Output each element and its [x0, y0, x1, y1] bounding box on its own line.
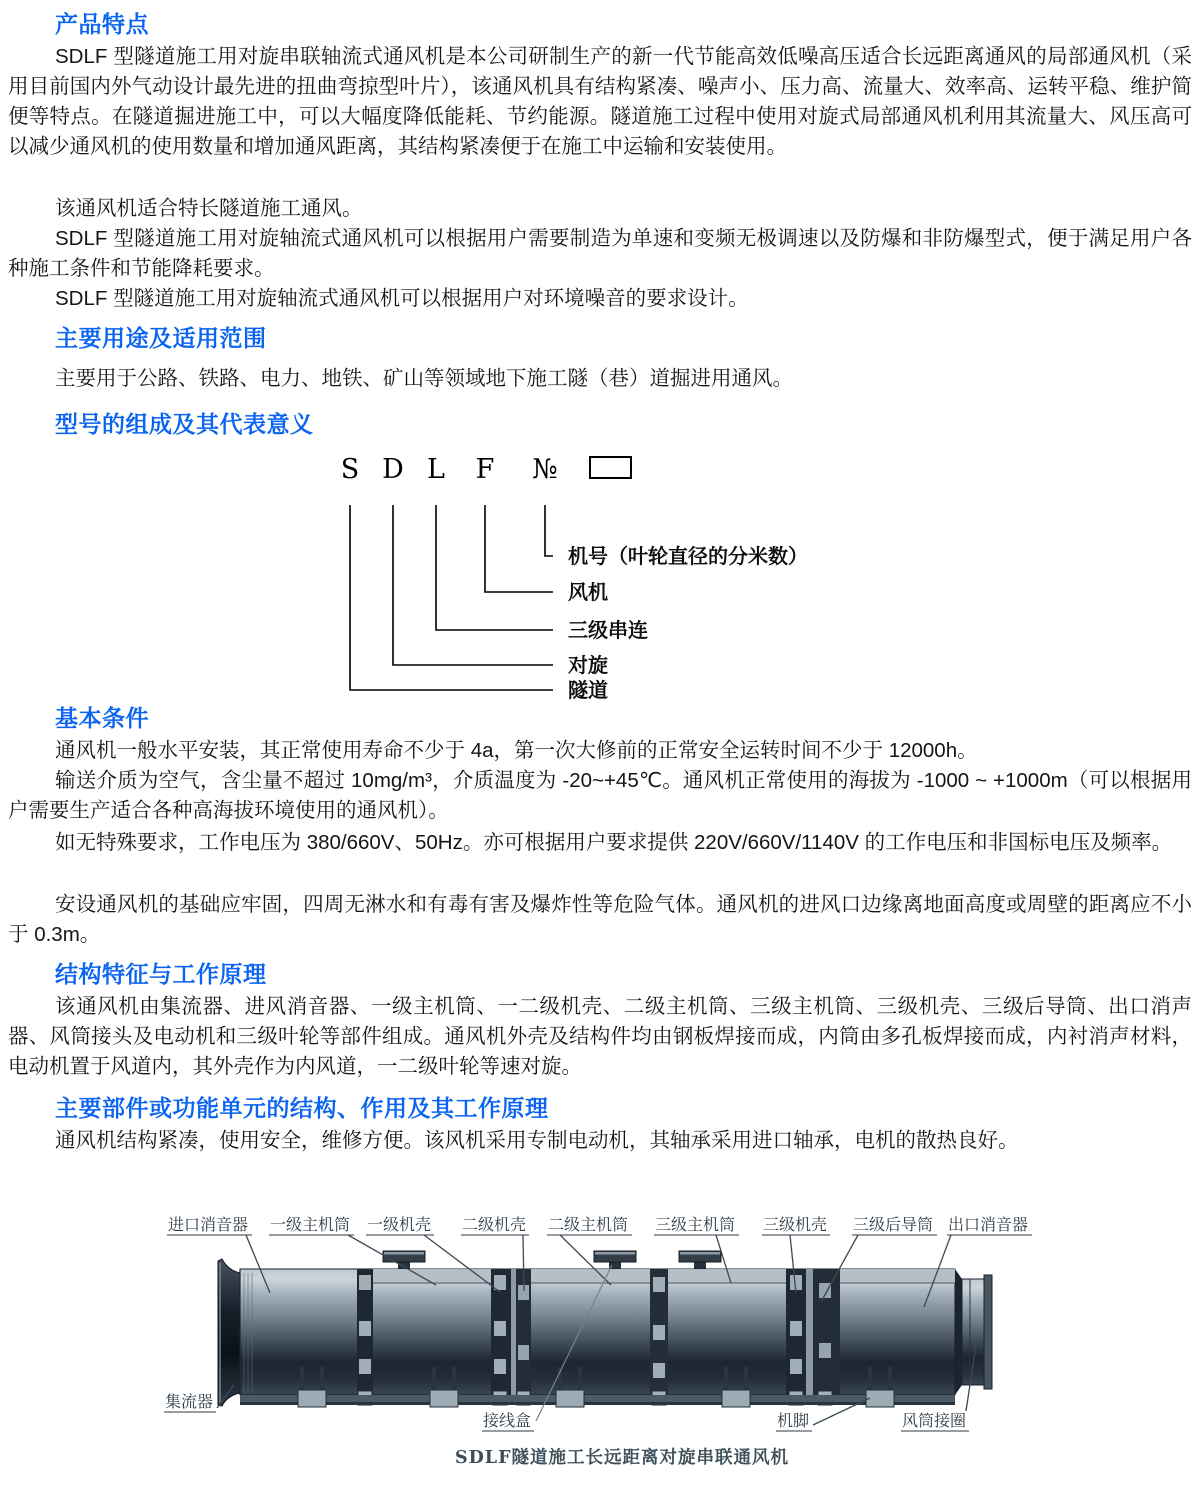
- section-heading-basic-conditions: 基本条件: [55, 705, 149, 731]
- flange-ring-group-4: [786, 1269, 840, 1405]
- paragraph: 安设通风机的基础应牢固，四周无淋水和有毒有害及爆炸性等危险气体。通风机的进风口边缘离地面高度或周壁的距离应不小于 0.3m。: [8, 893, 1192, 946]
- inlet-bell: [218, 1259, 240, 1406]
- junction-box-1: [383, 1251, 425, 1271]
- label-stage3-main-barrel: 三级主机筒: [655, 1215, 736, 1234]
- section-heading-main-uses: 主要用途及适用范围: [55, 325, 267, 351]
- section-heading-product-features: 产品特点: [55, 11, 149, 37]
- paragraph: SDLF 型隧道施工用对旋轴流式通风机可以根据用户对环境噪音的要求设计。: [55, 287, 749, 310]
- fan-main-body: [240, 1269, 955, 1395]
- section-heading-structure-principle: 结构特征与工作原理: [55, 961, 267, 987]
- paragraph: 输送介质为空气，含尘量不超过 10mg/m³，介质温度为 -20~+45℃。通风机正常使用的海拔为 -1000 ~ +1000m（可以根据用户需要生产适合各种高海拔环境使用的通风机）。: [8, 769, 1192, 822]
- flange-ring-3: [650, 1269, 668, 1405]
- paragraph: 通风机结构紧凑，使用安全，维修方便。该风机采用专制电动机，其轴承采用进口轴承，电机的散热良好。: [55, 1129, 1019, 1152]
- junction-box-3: [679, 1251, 721, 1271]
- label-stage2-casing: 二级机壳: [462, 1215, 527, 1234]
- model-letter-f: F: [475, 454, 495, 485]
- label-machine-foot: 机脚: [777, 1411, 810, 1430]
- label-inlet-silencer: 进口消音器: [168, 1215, 249, 1234]
- model-meaning-three-stage: 三级串连: [568, 620, 648, 642]
- label-junction-box: 接线盒: [483, 1411, 532, 1430]
- model-meaning-fan-number: 机号（叶轮直径的分米数）: [568, 546, 808, 568]
- model-meaning-tunnel: 隧道: [568, 680, 608, 702]
- section-heading-main-components: 主要部件或功能单元的结构、作用及其工作原理: [55, 1095, 549, 1121]
- model-number-box: [590, 457, 631, 478]
- model-letter-l: L: [427, 454, 445, 485]
- model-letter-d: D: [382, 454, 404, 485]
- model-meaning-fan: 风机: [568, 582, 608, 604]
- model-composition-diagram: [0, 445, 1200, 705]
- paragraph: 通风机一般水平安装，其正常使用寿命不少于 4a，第一次大修前的正常安全运转时间不少于 12000h。: [55, 739, 978, 762]
- diagram-caption: SDLF隧道施工长远距离对旋串联通风机: [454, 1448, 790, 1468]
- paragraph: 该通风机适合特长隧道施工通风。: [55, 197, 363, 220]
- label-stage1-main-barrel: 一级主机筒: [270, 1215, 351, 1234]
- model-letter-no: №: [532, 454, 558, 485]
- model-meaning-contra-rotating: 对旋: [568, 655, 608, 677]
- label-stage3-casing: 三级机壳: [763, 1215, 828, 1234]
- flange-ring-1: [357, 1269, 373, 1405]
- fan-structure-diagram: [0, 1195, 1200, 1510]
- section-heading-model-composition: 型号的组成及其代表意义: [55, 411, 314, 437]
- paragraph: 该通风机由集流器、进风消音器、一级主机筒、一二级机壳、二级主机筒、三级主机筒、三级机壳、三级后导筒、出口消声器、风筒接头及电动机和三级叶轮等部件组成。通风机外壳及结构件均由钢板焊接而成，内筒由多孔板焊接而成，内衬消声材料，电动机置于风道内，其外壳作为内风道，一二级叶轮等速对旋。: [8, 995, 1192, 1078]
- label-stage1-casing: 一级机壳: [367, 1215, 432, 1234]
- paragraph: SDLF 型隧道施工用对旋轴流式通风机可以根据用户需要制造为单速和变频无极调速以及防爆和非防爆型式，便于满足用户各种施工条件和节能降耗要求。: [8, 227, 1192, 280]
- paragraph: 如无特殊要求，工作电压为 380/660V、50Hz。亦可根据用户要求提供 220V/660V/1140V 的工作电压和非国标电压及频率。: [55, 831, 1173, 854]
- junction-box-2: [594, 1251, 636, 1271]
- outlet-duct-ring: [955, 1269, 992, 1395]
- paragraph: 主要用于公路、铁路、电力、地铁、矿山等领域地下施工隧（巷）道掘进用通风。: [55, 367, 793, 390]
- label-stage2-main-barrel: 二级主机筒: [548, 1215, 629, 1234]
- model-connector-lines: [350, 505, 553, 690]
- paragraph: SDLF 型隧道施工用对旋串联轴流式通风机是本公司研制生产的新一代节能高效低噪高压适合长远距离通风的局部通风机（采用目前国内外气动设计最先进的扭曲弯掠型叶片），该通风机具有结构紧凑、噪声小、压力高、流量大、效率高、运转平稳、维护简便等特点。在隧道掘进施工中，可以大幅度降低能耗、节约能源。隧道施工过程中使用对旋式局部通风机利用其流量大、风压高可以减少通风机的使用数量和增加通风距离，其结构紧凑便于在施工中运输和安装使用。: [8, 45, 1192, 158]
- label-stage3-guide-duct: 三级后导筒: [853, 1215, 934, 1234]
- label-collector: 集流器: [165, 1392, 214, 1411]
- label-outlet-silencer: 出口消音器: [948, 1215, 1029, 1234]
- model-letter-s: S: [340, 454, 360, 485]
- label-duct-ring: 风筒接圈: [902, 1411, 967, 1430]
